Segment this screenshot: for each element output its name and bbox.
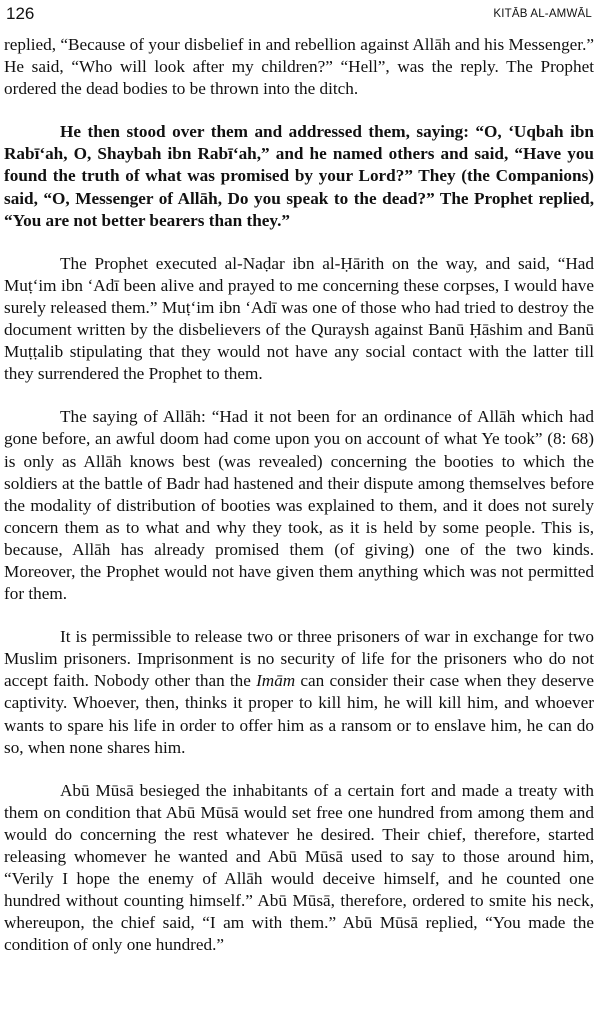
paragraph-3: The Prophet executed al-Naḍar ibn al-Ḥārith on the way, and said, “Had Muṭ‘im ibn ‘Adī been alive and prayed to me concerning these corpses, I would have surely released them.” Muṭ‘im ibn ‘Adī was one of those who had tried to destroy the document written by the disbelievers of the Quraysh against Banū Ḥāshim and Banū Muṭṭalib stipulating that they would not have any social contact with the latter till they surrendered the Prophet to them. [4, 253, 594, 384]
paragraph-5-text-after: can consider their case when they deserve captivity. Whoever, then, thinks it proper to kill him, he will kill him, and whoever wants to spare his life in order to offer him as a ransom or to enslave him, he can do so, when none shares him. [4, 671, 594, 757]
page-number: 126 [6, 4, 35, 23]
running-head: KITĀB AL-AMWĀL [493, 8, 592, 20]
paragraph-5-text-before: It is permissible to release two or three prisoners of war in exchange for two Muslim prisoners. Imprisonment is no security of life for the prisoners who do not accept faith. Nobody other than the [4, 627, 594, 691]
paragraph-1: replied, “Because of your disbelief in and rebellion against Allāh and his Messenger.” He said, “Who will look after my children?” “Hell”, was the reply. The Prophet ordered the dead bodies to be thrown into the ditch. [4, 35, 594, 99]
paragraph-5 [4, 626, 594, 759]
paragraph-4: The saying of Allāh: “Had it not been for an ordinance of Allāh which had gone before, an awful doom had come upon you on account of what Ye took” (8: 68) is only as Allāh knows best (was revealed) concerning the booties to which the soldiers at the battle of Badr had hastened and their dispute among themselves before the modality of distribution of booties was explained to them, and it does not surely concern them as to what and why they took, as it is held by some people. This is, because, Allāh has already promised them (of giving) one of the two kinds. Moreover, the Prophet would not have given them anything which was not permitted for them. [4, 407, 594, 604]
page-body [4, 34, 594, 956]
paragraph-2: He then stood over them and addressed them, saying: “O, ‘Uqbah ibn Rabī‘ah, O, Shaybah ibn Rabī‘ah,” and he named others and said, “Have you found the truth of what was promised by your Lord?” They (the Companions) said, “O, Messenger of Allāh, Do you speak to the dead?” The Prophet replied, “You are not better bearers than they.” [4, 122, 594, 230]
page-header [6, 4, 592, 26]
paragraph-6: Abū Mūsā besieged the inhabitants of a certain fort and made a treaty with them on condition that Abū Mūsā would set free one hundred from among them and would do concerning the rest whatever he desired. Their chief, therefore, started releasing whomever he wanted and Abū Mūsā used to say to those around him, “Verily I hope the enemy of Allāh would deceive himself, and he counted one hundred without counting himself.” Abū Mūsā, therefore, ordered to smite his neck, whereupon, the chief said, “I am with them.” Abū Mūsā replied, “You made the condition of only one hundred.” [4, 780, 594, 955]
emphasis-imam: Imām [256, 671, 296, 691]
